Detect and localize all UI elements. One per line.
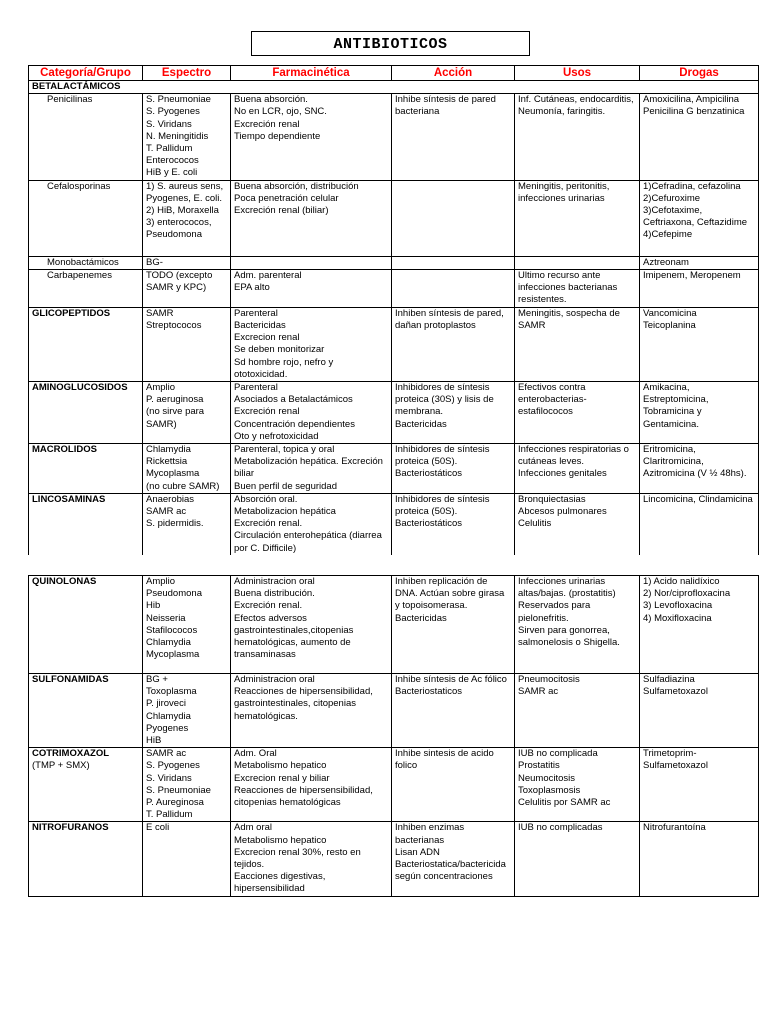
header-accion: Acción [392,66,515,81]
category-label: QUINOLONAS [32,576,97,587]
cell-usos: Infecciones respiratorias o cutáneas leves. Infecciones genitales [515,444,640,494]
table-row [29,94,759,180]
cell-espectro: S. Pneumoniae S. Pyogenes S. Viridans N. Meningitidis T. Pallidum Enterococos HiB y E. coli [143,94,231,180]
cell-drogas: Nitrofurantoína [640,822,759,897]
cell-drogas: Trimetoprim-Sulfametoxazol [640,748,759,822]
header-espectro: Espectro [143,66,231,81]
section-label: BETALACTÁMICOS [29,81,759,94]
cell-espectro: SAMR ac S. Pyogenes S. Viridans S. Pneumoniae P. Aureginosa T. Pallidum [143,748,231,822]
cell-farmacinetica: Buena absorción, distribución Poca penetración celular Excreción renal (biliar) [231,180,392,256]
cell-categoria [29,576,143,674]
cell-espectro: BG + Toxoplasma P. jiroveci Chlamydia Pyogenes HiB [143,674,231,748]
table-row [29,269,759,307]
category-label: Cefalosporinas [47,180,111,192]
cell-drogas: Eritromicina, Claritromicina, Azitromicina (V ½ 48hs). [640,444,759,494]
cell-usos: Meningitis, sospecha de SAMR [515,307,640,381]
table-row [29,382,759,444]
cell-farmacinetica: Adm. Oral Metabolismo hepatico Excrecion renal y biliar Reacciones de hipersensibilidad, citopenias hematológicas [231,748,392,822]
category-label: AMINOGLUCOSIDOS [32,382,128,394]
cell-espectro: BG- [143,256,231,269]
cell-categoria [29,382,143,444]
cell-usos: IUB no complicada Prostatitis Neumocitosis Toxoplasmosis Celulitis por SAMR ac [515,748,640,822]
cell-usos: Ultimo recurso ante infecciones bacterianas resistentes. [515,269,640,307]
table-row [29,493,759,555]
category-label: COTRIMOXAZOL [32,748,110,760]
cell-drogas: Amikacina, Estreptomicina, Tobramicina y Gentamicina. [640,382,759,444]
antibiotics-table-2 [28,575,759,897]
cell-categoria [29,822,143,897]
cell-categoria [29,674,143,748]
cell-espectro: Amplio P. aeruginosa (no sirve para SAMR) [143,382,231,444]
table-header-row [29,66,759,81]
cell-accion: Inhibe síntesis de Ac fólico Bacteriostaticos [392,674,515,748]
cell-usos: Bronquiectasias Abcesos pulmonares Celulitis [515,493,640,555]
cell-accion: Inhibe sintesis de acido folico [392,748,515,822]
category-label: Monobactámicos [47,256,119,268]
cell-accion [392,269,515,307]
cell-accion [392,180,515,256]
cell-farmacinetica [231,256,392,269]
header-farmacinetica: Farmacinética [231,66,392,81]
cell-drogas: Sulfadiazina Sulfametoxazol [640,674,759,748]
cell-espectro: TODO (excepto SAMR y KPC) [143,269,231,307]
cell-espectro: Amplio Pseudomona Hib Neisseria Stafilococos Chlamydia Mycoplasma [143,576,231,674]
header-categoria: Categoría/Grupo [29,66,143,81]
table-row [29,307,759,381]
table-row [29,576,759,674]
cell-farmacinetica: Adm oral Metabolismo hepatico Excrecion renal 30%, resto en tejidos. Eacciones digestivas, hipersensibilidad [231,822,392,897]
cell-drogas: Vancomicina Teicoplanina [640,307,759,381]
cell-usos: Meningitis, peritonitis, infecciones urinarias [515,180,640,256]
cell-farmacinetica: Absorción oral. Metabolizacion hepática Excreción renal. Circulación enterohepática (diarrea por C. Difficile) [231,493,392,555]
category-note: (TMP + SMX) [32,760,90,772]
cell-farmacinetica: Parenteral Asociados a Betalactámicos Excreción renal Concentración dependientes Oto y nefrotoxicidad [231,382,392,444]
cell-accion [392,256,515,269]
cell-drogas: Amoxicilina, Ampicilina Penicilina G benzatinica [640,94,759,180]
document-title: ANTIBIOTICOS [251,31,530,56]
section-row-betalactamicos [29,81,759,94]
cell-farmacinetica: Adm. parenteral EPA alto [231,269,392,307]
table-row [29,748,759,822]
category-label: NITROFURANOS [32,822,109,834]
cell-categoria [29,307,143,381]
cell-drogas: Imipenem, Meropenem [640,269,759,307]
cell-usos: IUB no complicadas [515,822,640,897]
cell-usos [515,256,640,269]
cell-espectro: 1) S. aureus sens, Pyogenes, E. coli. 2) HiB, Moraxella 3) enterococos, Pseudomona [143,180,231,256]
antibiotics-table-1 [28,65,759,555]
category-label: Carbapenemes [47,269,112,281]
table-row [29,180,759,256]
cell-categoria [29,748,143,822]
header-drogas: Drogas [640,66,759,81]
table-row [29,822,759,897]
category-label: Penicilinas [47,94,93,106]
cell-accion: Inhibidores de síntesis proteica (50S). Bacteriostáticos [392,444,515,494]
cell-usos: Infecciones urinarias altas/bajas. (prostatitis) Reservados para pielonefritis. Sirven para gonorrea, salmonelosis o Shigella. [515,576,640,674]
table-row [29,444,759,494]
cell-espectro: SAMR Streptococos [143,307,231,381]
cell-drogas: 1)Cefradina, cefazolina 2)Cefuroxime 3)Cefotaxime, Ceftriaxona, Ceftazidime 4)Cefepime [640,180,759,256]
cell-usos: Inf. Cutáneas, endocarditis, Neumonía, faringitis. [515,94,640,180]
category-label: MACROLIDOS [32,444,97,456]
header-usos: Usos [515,66,640,81]
cell-categoria [29,256,143,269]
cell-farmacinetica: Buena absorción. No en LCR, ojo, SNC. Excreción renal Tiempo dependiente [231,94,392,180]
cell-accion: Inhiben síntesis de pared, dañan protoplastos [392,307,515,381]
cell-espectro: E coli [143,822,231,897]
cell-categoria [29,444,143,494]
cell-accion: Inhibidores de síntesis proteica (30S) y lisis de membrana. Bactericidas [392,382,515,444]
cell-espectro: Anaerobias SAMR ac S. pidermidis. [143,493,231,555]
cell-categoria [29,269,143,307]
cell-drogas: Lincomicina, Clindamicina [640,493,759,555]
cell-categoria [29,180,143,256]
cell-espectro: Chlamydia Rickettsia Mycoplasma (no cubre SAMR) [143,444,231,494]
cell-accion: Inhibe síntesis de pared bacteriana [392,94,515,180]
cell-farmacinetica: Administracion oral Reacciones de hipersensibilidad, gastrointestinales, citopenias hematológicas. [231,674,392,748]
cell-farmacinetica: Administracion oral Buena distribución. Excreción renal. Efectos adversos gastrointestinales,citopenias hematológicas, aumento de transaminasas [231,576,392,674]
table-row [29,256,759,269]
category-label: SULFONAMIDAS [32,674,109,685]
table-row [29,674,759,748]
category-label: GLICOPEPTIDOS [32,307,111,319]
cell-categoria [29,493,143,555]
cell-categoria [29,94,143,180]
cell-accion: Inhibidores de síntesis proteica (50S). Bacteriostáticos [392,493,515,555]
cell-accion: Inhiben replicación de DNA. Actúan sobre girasa y topoisomerasa. Bactericidas [392,576,515,674]
cell-accion: Inhiben enzimas bacterianas Lisan ADN Bacteriostatica/bactericida según concentraciones [392,822,515,897]
cell-farmacinetica: Parenteral, topica y oral Metabolización hepática. Excreción biliar Buen perfil de seguridad [231,444,392,494]
cell-usos: Pneumocitosis SAMR ac [515,674,640,748]
cell-drogas: Aztreonam [640,256,759,269]
cell-farmacinetica: Parenteral Bactericidas Excrecion renal Se deben monitorizar Sd hombre rojo, nefro y ototoxicidad. [231,307,392,381]
cell-drogas: 1) Acido nalidíxico 2) Nor/ciprofloxacina 3) Levofloxacina 4) Moxifloxacina [640,576,759,674]
cell-usos: Efectivos contra enterobacterias-estafilococos [515,382,640,444]
category-label: LINCOSAMINAS [32,493,106,505]
